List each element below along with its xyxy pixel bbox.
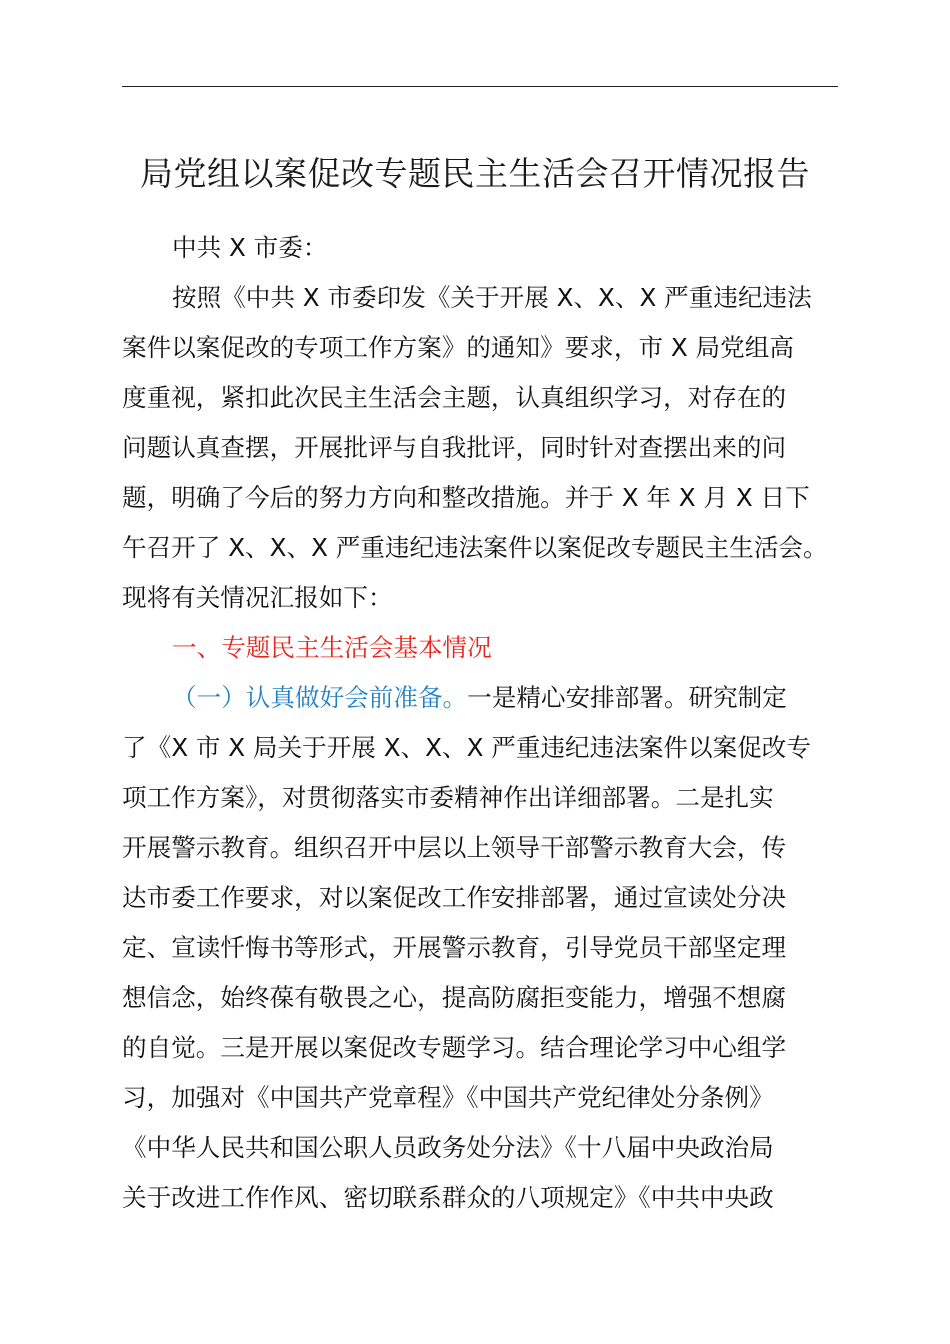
paragraph-line [122,1123,838,1173]
paragraph-line [122,273,838,323]
paragraph-text: 了《X 市 X 局关于开展 X、X、X 严重违纪违法案件以案促改专 [122,733,811,762]
paragraph-line [122,323,838,373]
paragraph-text: 习，加强对《中国共产党章程》《中国共产党纪律处分条例》 [122,1083,774,1112]
paragraph-text: 题，明确了今后的努力方向和整改措施。并于 X 年 X 月 X 日下 [122,483,810,512]
section-heading [122,623,838,673]
paragraph-text: 《中华人民共和国公职人员政务处分法》《十八届中央政治局 [122,1133,774,1162]
paragraph-line [122,423,838,473]
salutation-text: 中共 X 市委： [172,233,328,262]
paragraph-line [122,1073,838,1123]
paragraph-line [122,823,838,873]
paragraph-line [122,473,838,523]
paragraph-line [122,1023,838,1073]
paragraph-line [122,1173,838,1223]
paragraph-line [122,573,838,623]
paragraph-text: 想信念，始终葆有敬畏之心，提高防腐拒变能力，增强不想腐 [122,983,787,1012]
paragraph-line [122,723,838,773]
paragraph-text: 关于改进工作作风、密切联系群众的八项规定》《中共中央政 [122,1183,774,1212]
paragraph-text: 按照《中共 X 市委印发《关于开展 X、X、X 严重违纪违法 [172,283,812,312]
subsection-heading-text: （一）认真做好会前准备。 [172,683,468,712]
paragraph-text: 问题认真查摆，开展批评与自我批评，同时针对查摆出来的问 [122,433,787,462]
document-body [122,223,838,1223]
paragraph-text: 开展警示教育。组织召开中层以上领导干部警示教育大会，传 [122,833,787,862]
paragraph-text: 度重视，紧扣此次民主生活会主题，认真组织学习，对存在的 [122,383,787,412]
paragraph-line [122,523,838,573]
paragraph-line [122,923,838,973]
paragraph-text: 现将有关情况汇报如下： [122,583,393,612]
paragraph-text: 一是精心安排部署。研究制定 [467,683,787,712]
page-title: 局党组以案促改专题民主生活会召开情况报告 [140,154,810,193]
section-heading-text: 一、专题民主生活会基本情况 [172,633,492,662]
paragraph-line [122,373,838,423]
paragraph-text: 达市委工作要求，对以案促改工作安排部署，通过宣读处分决 [122,883,787,912]
paragraph-line [122,673,838,723]
header-rule [122,86,838,87]
paragraph-line [122,973,838,1023]
paragraph-text: 案件以案促改的专项工作方案》的通知》要求，市 X 局党组高 [122,333,794,362]
salutation [122,223,838,273]
paragraph-text: 定、宣读忏悔书等形式，开展警示教育，引导党员干部坚定理 [122,933,787,962]
paragraph-line [122,773,838,823]
paragraph-line [122,873,838,923]
paragraph-text: 项工作方案》，对贯彻落实市委精神作出详细部署。二是扎实 [122,783,774,812]
paragraph-text: 午召开了 X、X、X 严重违纪违法案件以案促改专题民主生活会。 [122,533,828,562]
paragraph-text: 的自觉。三是开展以案促改专题学习。结合理论学习中心组学 [122,1033,787,1062]
